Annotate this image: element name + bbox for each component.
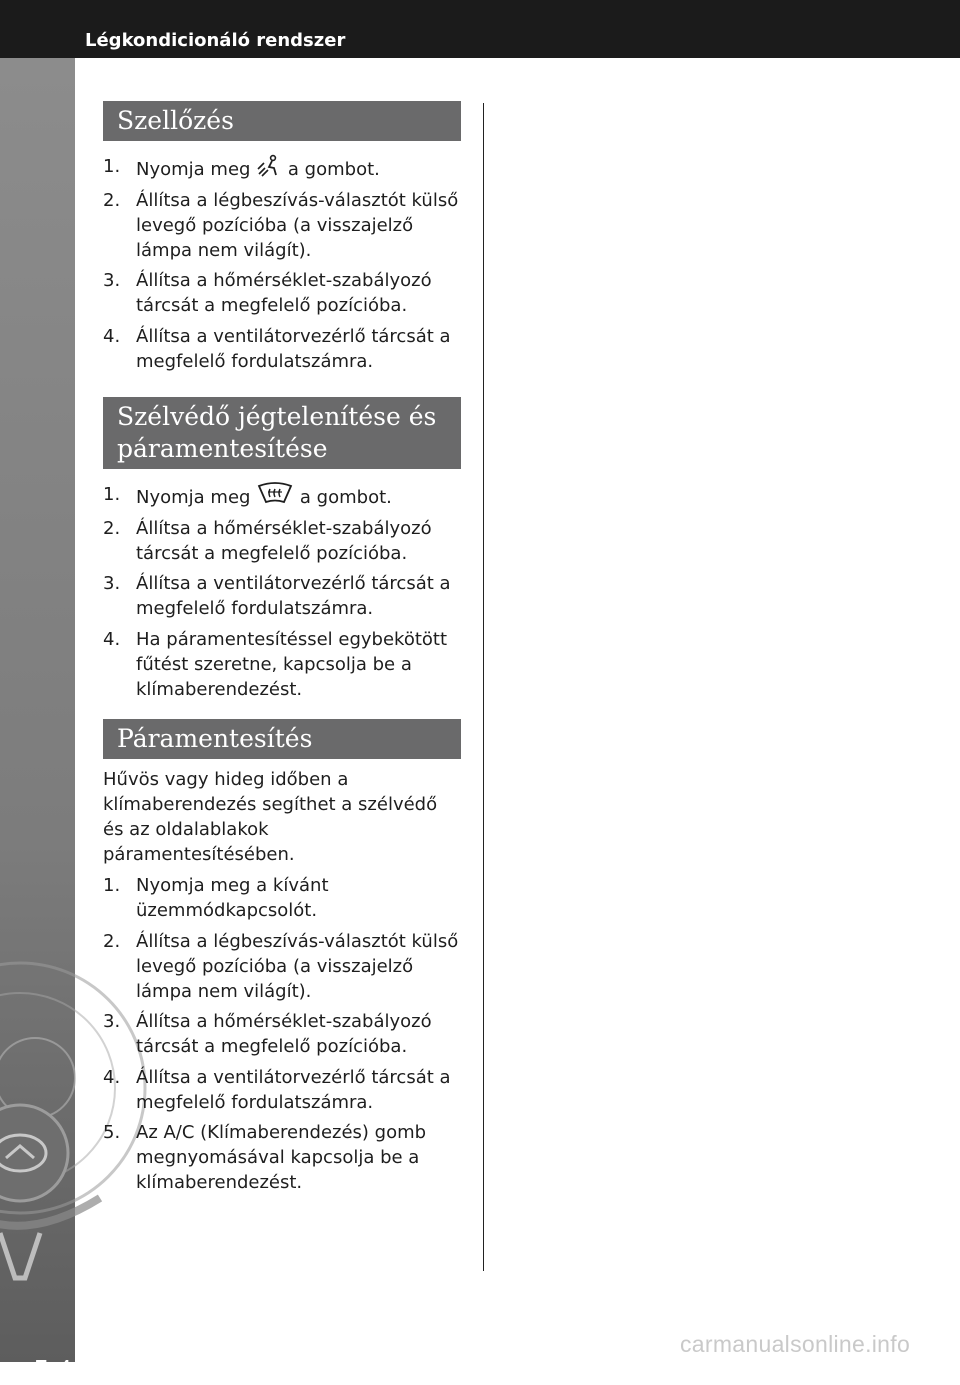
list-item: 4. Állítsa a ventilátorvezérlő tárcsát a megfelelő fordulatszámra. [103,1066,451,1113]
list-item: 3. Állítsa a ventilátorvezérlő tárcsát a megfelelő fordulatszámra. [103,573,451,619]
ventilation-icon [256,154,282,178]
header-bar [0,0,960,58]
list-item: 4. Állítsa a ventilátorvezérlő tárcsát a megfelelő fordulatszámra. [103,325,451,372]
section-intro-dehumidify: Hűvös vagy hideg időben a klímaberendezés segíthet a szélvédő és az oldalablakok páramentesítésében. [103,769,438,865]
sidebar-strip [0,58,75,1384]
list-item: 3. Állítsa a hőmérséklet-szabályozó tárcsát a megfelelő pozícióba. [103,1011,432,1057]
steps-list-windshield [103,482,461,707]
list-item: 5. Az A/C (Klímaberendezés) gomb megnyomásával kapcsolja be a klímaberendezést. [103,1122,427,1193]
column-divider [483,103,484,1271]
watermark-text: carmanualsonline.info [680,1331,911,1357]
windshield-defrost-icon [256,482,294,506]
list-item: 2. Állítsa a hőmérséklet-szabályozó tárcsát a megfelelő pozícióba. [103,517,432,564]
steps-list-ventilation [103,154,461,379]
section-heading-ventilation: Szellőzés [103,101,461,141]
header-title: Légkondicionáló rendszer [85,30,346,51]
section-heading-dehumidify: Páramentesítés [103,719,461,759]
page-number: 5-4 [34,1354,72,1384]
list-item: 2. Állítsa a légbeszívás-választót külső levegő pozícióba (a visszajelző lámpa nem világít). [103,930,459,1002]
list-item: 1. Nyomja meg a gombot. [103,484,392,508]
list-item: 1. Nyomja meg a gombot. [103,156,380,180]
list-item: 2. Állítsa a légbeszívás-választót külső levegő pozícióba (a visszajelző lámpa nem világít). [103,189,459,261]
list-item: 1. Nyomja meg a kívánt üzemmódkapcsolót. [103,875,329,921]
steps-list-dehumidify [103,873,461,1201]
list-item: 3. Állítsa a hőmérséklet-szabályozó tárcsát a megfelelő pozícióba. [103,270,432,316]
section-heading-windshield: Szélvédő jégtelenítése és páramentesítése [103,397,461,469]
list-item: 4. Ha páramentesítéssel egybekötött fűtést szeretne, kapcsolja be a klímaberendezést. [103,628,448,700]
